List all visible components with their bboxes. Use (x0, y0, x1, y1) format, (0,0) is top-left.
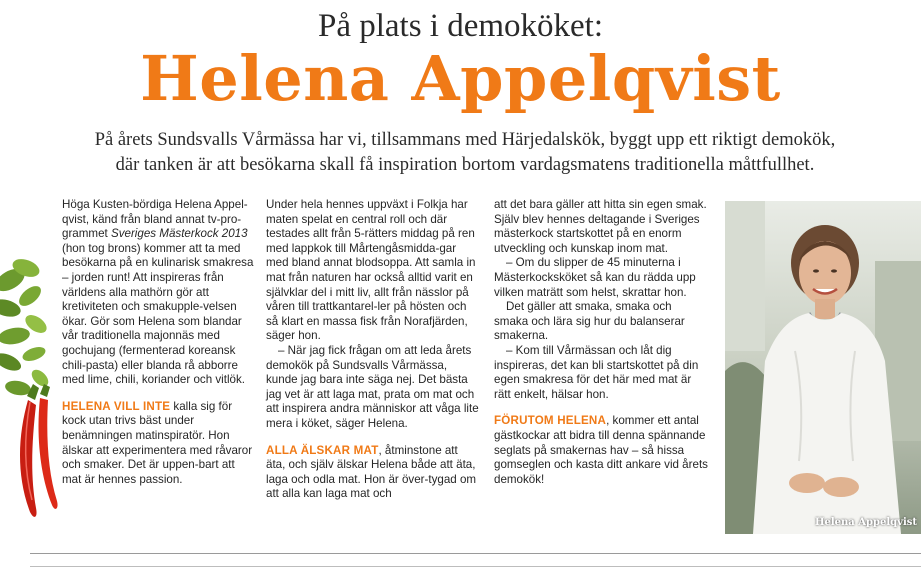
col2-paragraph-1: Under hela hennes uppväxt i Folkja har maten spelat en central roll och där testades allt från 5-rätters middag på ren med lappkok till Mårtengåsmidda-gar med bland annat blodsoppa. Att samla in mat från naturen har också alltid varit en självklar del i mitt liv, allt från nässlor på våren till trattkantarel-ler på hösten och så klart en massa fisk från Norafjärden, säger hon. (266, 198, 476, 343)
col2-paragraph-3 (266, 444, 480, 502)
col3-paragraph-4: – Kom till Vårmässan och låt dig inspireras, det kan bli startskottet på din egen smakresa för det här med mat är rätt enkelt, hälsar hon. (494, 343, 699, 401)
col2-p3-text: , åtminstone att äta, och själv älskar Helena både att äta, laga och odla mat. Hon är över-tygad om att alla kan laga mat och (266, 443, 477, 501)
subheading-forutom-helena: FÖRUTOM HELENA (494, 414, 607, 428)
col3-paragraph-5 (494, 414, 708, 487)
article-headline: Helena Appelqvist (140, 42, 781, 115)
bottom-divider (30, 553, 921, 554)
article-column-3 (494, 198, 708, 487)
col1-paragraph-2 (62, 400, 257, 488)
col2-paragraph-2: – När jag fick frågan om att leda årets demokök på Sundsvalls Vårmässa, kunde jag bara inte säga nej. Det bästa jag vet är att laga mat, prata om mat och att inspirera andra människor att våga lite mera i köket, säger Helena. (266, 343, 479, 430)
chili-pods (20, 384, 58, 517)
subheading-helena-vill-inte: HELENA VILL INTE (62, 399, 171, 413)
col3-paragraph-3: Det gäller att smaka, smaka och smaka och lära sig hur du balanserar smakerna. (494, 300, 685, 343)
chili-pepper-illustration (0, 250, 62, 530)
article-column-1 (62, 198, 257, 487)
col1-paragraph-1 (62, 198, 257, 388)
article-kicker: På plats i demoköket: (317, 8, 604, 44)
col3-paragraph-2: – Om du slipper de 45 minuterna i Mästerkocksköket så kan du rädda upp vilken maträtt som helst, skrattar hon. (494, 256, 696, 299)
herb-leaves (0, 256, 51, 397)
article-column-2 (266, 198, 480, 502)
subheading-alla-alskar-mat: ALLA ÄLSKAR MAT (266, 443, 379, 457)
lede-line-1: På årets Sundsvalls Vårmässa har vi, tillsammans med Härjedalskök, byggt upp ett riktigt demokök, (94, 130, 836, 150)
show-title: Sveriges Mästerkock 2013 (110, 227, 248, 241)
lede-line-2: där tanken är att besökarna skall få inspiration bortom vardagsmatens traditionella måttfullhet. (115, 155, 815, 175)
col1-p2-text: kalla sig för kock utan trivs bäst under benämningen matinspiratör. Hon älskar att experimentera med råvaror och smaker. Det är uppen-bart att mat är hennes passion. (62, 399, 253, 486)
article-lede (40, 128, 890, 178)
col3-p5-text: , kommer ett antal gästkockar att bidra till denna spännande seglats på smakernas hav – så hissa gomseglen och kasta ditt ankare vid årets demokök! (494, 414, 708, 486)
col1-text-cont: (hon tog brons) kommer att ta med besökarna på en kulinarisk smakresa – jorden runt! Att inspireras från världens alla mathörn gör att kretiviteten och smakupple-velsen ökar. Gör som Helena som blandar vår traditionella majonnäs med gochujang (fermenterad koreansk chili-pasta) eller blanda rå abborre med lime, chili, koriander och vitlök. (62, 241, 254, 387)
col1-text: Höga Kusten-bördiga Helena Appel-qvist, känd från bland annat tv-pro-grammet (62, 198, 248, 241)
portrait-illustration (725, 201, 921, 534)
col3-paragraph-1: att det bara gäller att hitta sin egen smak. Själv blev hennes deltagande i Sveriges mästerkock startskottet på en enorm utveckling och kunskap inom mat. (494, 198, 707, 255)
portrait-photo (725, 201, 921, 534)
photo-caption: Helena Appelqvist (815, 517, 917, 528)
bottom-divider-2 (30, 566, 921, 567)
